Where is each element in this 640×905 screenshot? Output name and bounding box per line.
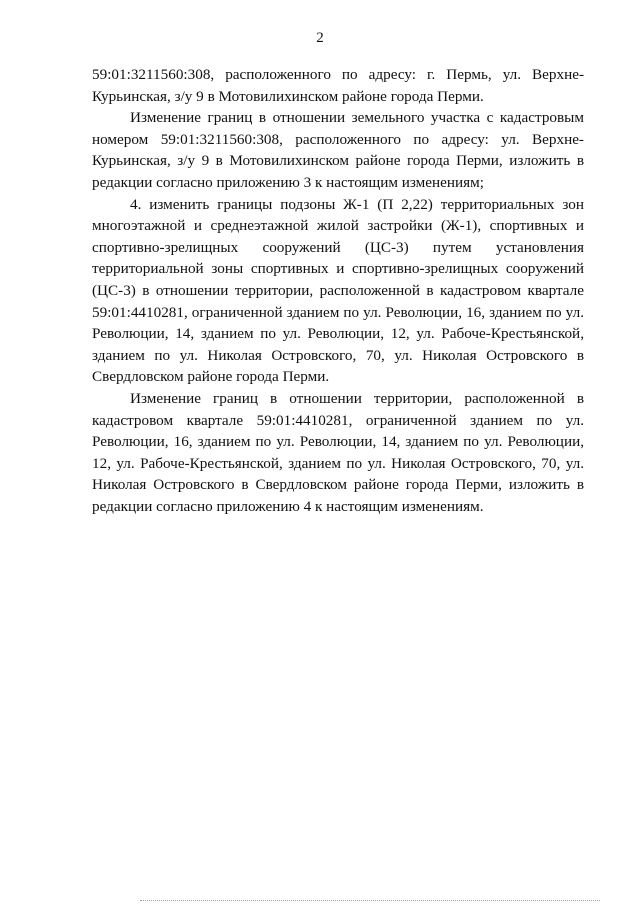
scan-edge-line — [140, 900, 600, 902]
paragraph-continuation: 59:01:3211560:308, расположенного по адресу: г. Пермь, ул. Верхне-Курьинская, з/у 9 в Мотовилихинском районе города Перми. — [92, 66, 584, 105]
paragraph-boundary-change-4: Изменение границ в отношении территории, расположенной в кадастровом квартале 59:01:4410281, ограниченной зданием по ул. Революции, 16, зданием по ул. Революции, 14, зданием по ул. Революции, 12, ул. Рабоче-Крестьянской, зданием по ул. Николая Островского, 70, ул. Николая Островского в Свердловском районе города Перми, изложить в редакции согласно приложению 4 к настоящим изменениям. — [92, 389, 584, 515]
paragraph-item-4: 4. изменить границы подзоны Ж-1 (П 2,22) территориальных зон многоэтажной и среднеэтажной жилой застройки (Ж-1), спортивных и спортивно-зрелищных сооружений (ЦС-3) путем установления территориальной зоны спортивных и спортивно-зрелищных сооружений (ЦС-3) в отношении территории, расположенной в кадастровом квартале 59:01:4410281, ограниченной зданием по ул. Революции, 16, зданием по ул. Революции, 14, зданием по ул. Революции, 12, ул. Рабоче-Крестьянской, зданием по ул. Николая Островского, 70, ул. Николая Островского в Свердловском районе города Перми. — [92, 195, 584, 386]
paragraph-boundary-change-3: Изменение границ в отношении земельного участка с кадастровым номером 59:01:3211560:308, расположенного по адресу: ул. Верхне-Курьинская, з/у 9 в Мотовилихинском районе города Перми, изложить в редакции согласно приложению 3 к настоящим изменениям; — [92, 109, 584, 191]
document-body — [92, 64, 584, 517]
page-number: 2 — [316, 30, 324, 46]
